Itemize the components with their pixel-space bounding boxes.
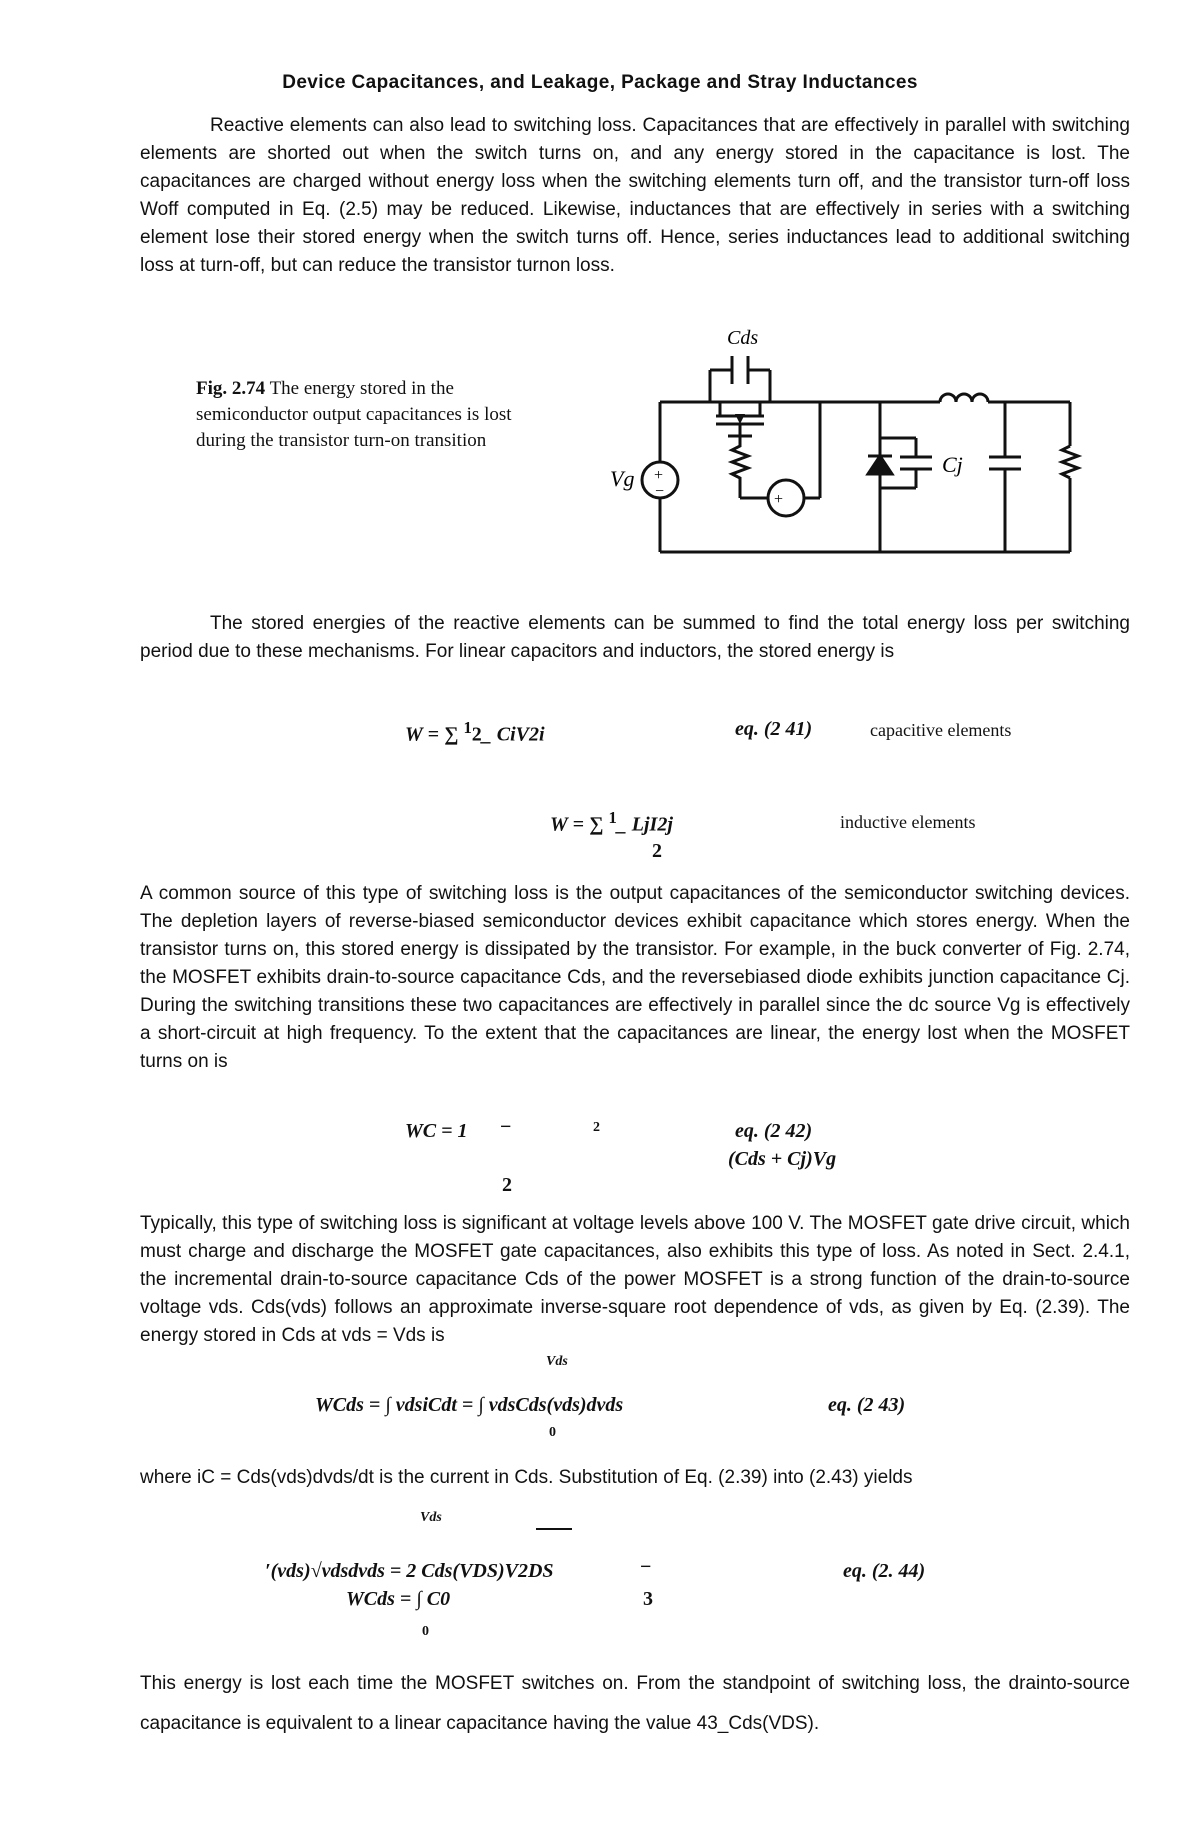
vg-plus-sign: + — [654, 467, 664, 484]
equation-44-fraction-bar — [536, 1528, 572, 1530]
equation-41-inductive-denominator: 2 — [652, 840, 662, 862]
equation-41-inductive-note: inductive elements — [840, 812, 976, 832]
equation-44-dash: − — [640, 1556, 652, 1578]
paragraph-substitution: where iC = Cds(vds)dvds/dt is the current in Cds. Substitution of Eq. (2.39) into (2.43) yields — [140, 1467, 913, 1488]
driver-plus-sign: + — [774, 491, 784, 508]
section-title: Device Capacitances, and Leakage, Package and Stray Inductances — [282, 72, 918, 93]
paragraph-intro: Reactive elements can also lead to switching loss. Capacitances that are effectively in parallel with switching elements are shorted out when the switch turns on, and any energy stored in the capacitance is lost. The capacitances are charged without energy loss when the switching elements turn off, and the transistor turn-off loss Woff computed in Eq. (2.5) may be reduced. Likewise, inductances that are effectively in series with a switching element lose their stored energy when the switch turns off. Hence, series inductances lead to additional switching loss at turn-off, but can reduce the transistor turnon loss. — [140, 115, 1130, 276]
equation-44-lower-limit: 0 — [422, 1624, 429, 1639]
equation-44-ref: eq. (2. 44) — [843, 1560, 926, 1582]
equation-41-inductive: W = ∑ $^1$_ LjI2j — [550, 808, 673, 836]
equation-43-body: WCds = ∫ vdsiCdt = ∫ vdsCds(vds)dvds — [315, 1394, 624, 1416]
vg-label: Vg — [610, 466, 635, 491]
paragraph-output-capacitance: A common source of this type of switching loss is the output capacitances of the semiconductor switching devices. The depletion layers of reverse-biased semiconductor devices exhibit capacitance which stores energy. When the transistor turns on, this stored energy is dissipated by the transistor. For example, in the buck converter of Fig. 2.74, the MOSFET exhibits drain-to-source capacitance Cds, and the reversebiased diode exhibits junction capacitance Cj. During the switching transitions these two capacitances are effectively in parallel since the dc source Vg is effectively a short-circuit at high frequency. To the extent that the capacitances are linear, the energy lost when the MOSFET turns on is — [140, 883, 1130, 1072]
equation-41-ref: eq. (2 41) — [735, 718, 813, 740]
cds-label: Cds — [727, 327, 759, 349]
gate-resistor — [732, 436, 748, 492]
figure-caption — [196, 376, 526, 454]
equation-43-upper-limit: Vds — [546, 1354, 568, 1369]
paragraph-stored-energy: The stored energies of the reactive elements can be summed to find the total energy loss per switching period due to these mechanisms. For linear capacitors and inductors, the stored energy is — [140, 613, 1130, 662]
equation-44-line2: WCds = ∫ C0 — [346, 1588, 451, 1610]
equation-42-body: (Cds + Cj)Vg — [728, 1148, 837, 1170]
diode-symbol — [868, 456, 892, 474]
cj-label: Cj — [942, 452, 963, 477]
figure-caption-label: Fig. 2.74 — [196, 378, 266, 399]
equation-43-ref: eq. (2 43) — [828, 1394, 906, 1416]
equation-41-capacitive: W = ∑ $^1$2_ CiV2i — [405, 718, 545, 746]
paragraph-gate-drive: Typically, this type of switching loss is significant at voltage levels above 100 V. The MOSFET gate drive circuit, which must charge and discharge the MOSFET gate capacitances, also exhibits this type of loss. As noted in Sect. 2.4.1, the incremental drain-to-source capacitance Cds of the power MOSFET is a strong function of the drain-to-source voltage vds. Cds(vds) follows an approximate inverse-square root dependence of vds, as given by Eq. (2.39). The energy stored in Cds at vds = Vds is — [140, 1213, 1130, 1346]
inductor — [940, 394, 988, 402]
equation-41-note: capacitive elements — [870, 720, 1012, 740]
vg-minus-sign: − — [655, 483, 665, 500]
equation-42-denominator: 2 — [502, 1174, 512, 1196]
buck-converter-circuit — [590, 320, 1090, 555]
equation-42-lhs: WC = 1 — [405, 1120, 468, 1142]
equation-42-dash: − — [500, 1116, 512, 1138]
equation-42-superscript: 2 — [593, 1120, 600, 1135]
equation-43-lower-limit: 0 — [549, 1425, 556, 1440]
equation-44-line1: ′(vds)√vdsdvds = 2 Cds(VDS)V2DS — [265, 1560, 554, 1582]
load-resistor — [1062, 446, 1078, 478]
figure-caption-text: The energy stored in the semiconductor output capacitances is lost during the transistor turn-on transition — [196, 378, 512, 451]
paragraph-conclusion: This energy is lost each time the MOSFET switches on. From the standpoint of switching loss, the drainto-source capacitance is equivalent to a linear capacitance having the value 43_Cds(VDS). — [140, 1673, 1130, 1734]
equation-44-three: 3 — [643, 1588, 653, 1610]
equation-44-upper-limit: Vds — [420, 1510, 442, 1525]
equation-42-ref: eq. (2 42) — [735, 1120, 813, 1142]
